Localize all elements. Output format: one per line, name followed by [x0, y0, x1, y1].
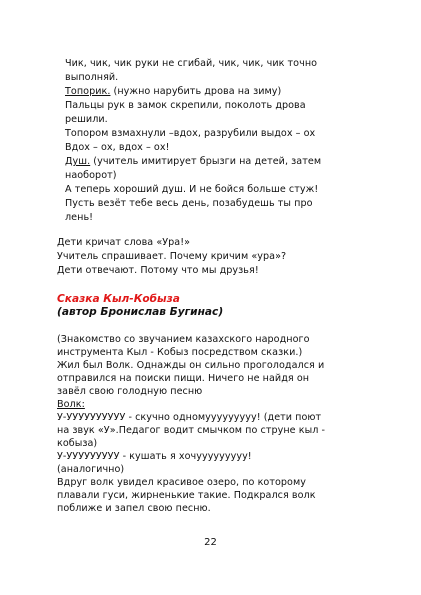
text-line: (аналогично): [57, 464, 125, 475]
text-line: лень!: [65, 212, 94, 223]
text-line: Учитель спрашивает. Почему кричим «ура»?: [57, 251, 287, 262]
text-line: А теперь хороший душ. И не бойся больше стуж!: [65, 184, 319, 195]
text-line: плавали гуси, жирненькие такие. Подкрался волк: [57, 490, 316, 501]
text-line: инструмента Кыл - Кобыз посредством сказки.): [57, 347, 303, 358]
text-line: на звук «У».Педагог водит смычком по струне кыл -: [57, 425, 325, 436]
text-line: наоборот): [65, 170, 117, 181]
text-line: выполняй.: [65, 72, 119, 83]
text-line: отправился на поиски пищи. Ничего не найдя он: [57, 373, 310, 384]
text-line: кобыза): [57, 438, 98, 449]
text-line: Топором взмахнули –вдох, разрубили выдох – ох: [65, 128, 316, 139]
text-line: (Знакомство со звучанием казахского народного: [57, 334, 310, 345]
text-line: Вдруг волк увидел красивое озеро, по которому: [57, 477, 306, 488]
shower-label: Душ.: [65, 156, 91, 167]
story-title: Сказка Кыл-Кобыза: [57, 293, 180, 305]
page-number: 22: [204, 537, 217, 548]
text-line: Вдох – ох, вдох – ох!: [65, 142, 170, 153]
wolf-label: Волк:: [57, 399, 85, 410]
text-line: [65, 155, 321, 168]
text-line: решили.: [65, 114, 108, 125]
axe-note: (нужно нарубить дрова на зиму): [110, 86, 282, 97]
text-line: завёл свою голодную песню: [57, 386, 203, 397]
text-line: Пальцы рук в замок скрепили, поколоть дрова: [65, 100, 306, 111]
text-line: [65, 85, 281, 98]
text-line: Дети отвечают. Потому что мы друзья!: [57, 265, 259, 276]
axe-label: Топорик.: [65, 86, 111, 97]
text-line: У-УУУУУУУУУУ - скучно одномууууууууу! (дети поют: [57, 412, 322, 423]
text-line: Пусть везёт тебе весь день, позабудешь ты про: [65, 198, 313, 209]
text-line: Жил был Волк. Однажды он сильно проголодался и: [57, 360, 325, 371]
story-author: (автор Бронислав Бугинас): [57, 306, 224, 318]
text-line: Чик, чик, чик руки не сгибай, чик, чик, чик точно: [65, 58, 318, 69]
text-line: поближе и запел свою песню.: [57, 503, 211, 514]
shower-note: (учитель имитирует брызги на детей, затем: [90, 156, 322, 167]
text-line: У-УУУУУУУУУ - кушать я хочууууууууу!: [57, 451, 252, 462]
text-line: Дети кричат слова «Ура!»: [57, 237, 191, 248]
